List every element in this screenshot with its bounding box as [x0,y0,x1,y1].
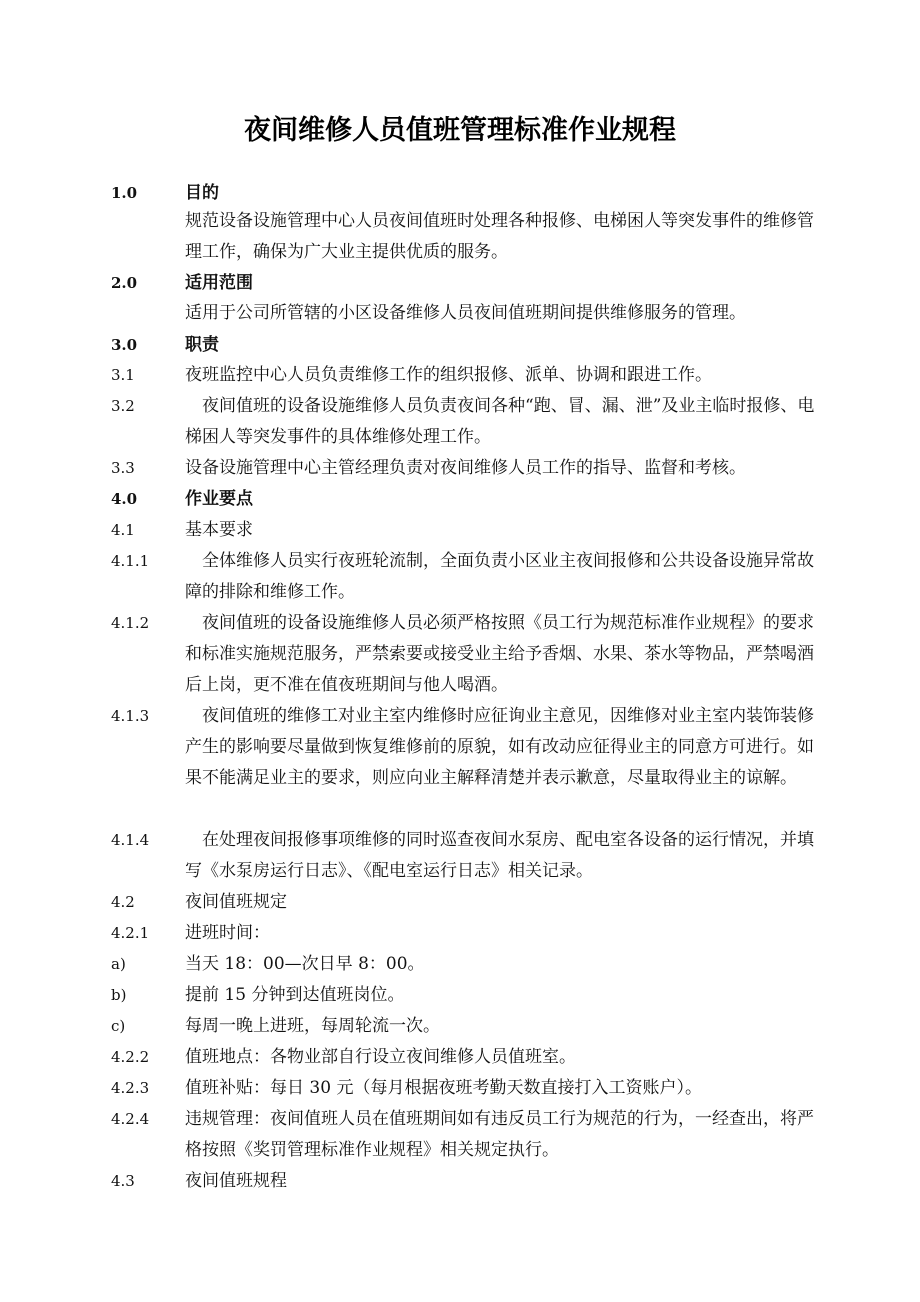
clause-number: 4.1.3 [111,707,150,725]
section-heading: 职责 [185,335,219,355]
clause-number: 4.1.2 [111,614,150,632]
section-number: 4.0 [111,490,138,508]
list-item: 每周一晚上进班，每周轮流一次。 [185,1016,440,1036]
clause-number: 4.1.4 [111,831,150,849]
clause-text: 在处理夜间报修事项维修的同时巡查夜间水泵房、配电室各设备的运行情况，并填写《水泵房运行日志》、《配电室运行日志》相关记录。 [185,830,814,881]
section-number: 3.0 [111,336,138,354]
clause-text: 违规管理：夜间值班人员在值班期间如有违反员工行为规范的行为，一经查出，将严格按照《奖罚管理标准作业规程》相关规定执行。 [185,1109,814,1160]
section-heading: 目的 [185,183,219,203]
clause-number: 4.2.2 [111,1048,150,1066]
clause-number: 4.1 [111,521,135,539]
clause-text: 夜间值班的设备设施维修人员负责夜间各种“跑、冒、漏、泄”及业主临时报修、电梯困人等突发事件的具体维修处理工作。 [185,396,815,447]
clause-number: 4.2 [111,893,135,911]
clause-number: 4.2.4 [111,1110,150,1128]
clause-number: 4.3 [111,1172,135,1190]
clause-text: 夜间值班的维修工对业主室内维修时应征询业主意见，因维修对业主室内装饰装修产生的影响要尽量做到恢复维修前的原貌，如有改动应征得业主的同意方可进行。如果不能满足业主的要求，则应向业主解释清楚并表示歉意，尽量取得业主的谅解。 [185,706,814,788]
clause-text: 值班地点：各物业部自行设立夜间维修人员值班室。 [185,1047,576,1067]
clause-text: 夜间值班规程 [185,1171,287,1191]
paragraph: 适用于公司所管辖的小区设备维修人员夜间值班期间提供维修服务的管理。 [185,303,746,323]
clause-number: 3.2 [111,397,135,415]
clause-number: 3.3 [111,459,135,477]
paragraph: 规范设备设施管理中心人员夜间值班时处理各种报修、电梯困人等突发事件的维修管理工作，确保为广大业主提供优质的服务。 [185,211,814,262]
list-item: 提前 15 分钟到达值班岗位。 [185,985,405,1005]
document-title: 夜间维修人员值班管理标准作业规程 [244,115,676,146]
clause-text: 进班时间： [185,923,270,943]
clause-number: 4.2.1 [111,924,150,942]
clause-text: 基本要求 [185,520,253,540]
section-number: 2.0 [111,274,138,292]
clause-text: 设备设施管理中心主管经理负责对夜间维修人员工作的指导、监督和考核。 [185,458,746,478]
list-marker: a) [111,955,126,973]
section-heading: 作业要点 [185,489,253,509]
clause-number: 4.1.1 [111,552,150,570]
list-item: 当天 18：00—次日早 8：00。 [185,954,425,974]
clause-text: 夜间值班规定 [185,892,287,912]
list-marker: b) [111,986,127,1004]
clause-text: 夜班监控中心人员负责维修工作的组织报修、派单、协调和跟进工作。 [185,365,712,385]
list-marker: c) [111,1017,126,1035]
clause-number: 3.1 [111,366,135,384]
clause-text: 夜间值班的设备设施维修人员必须严格按照《员工行为规范标准作业规程》的要求和标准实施规范服务，严禁索要或接受业主给予香烟、水果、茶水等物品，严禁喝酒后上岗，更不准在值夜班期间与他人喝酒。 [185,613,814,695]
clause-text: 全体维修人员实行夜班轮流制，全面负责小区业主夜间报修和公共设备设施异常故障的排除和维修工作。 [185,551,814,602]
clause-text: 值班补贴：每日 30 元（每月根据夜班考勤天数直接打入工资账户）。 [185,1078,702,1098]
clause-number: 4.2.3 [111,1079,150,1097]
section-heading: 适用范围 [185,273,253,293]
section-number: 1.0 [111,184,138,202]
